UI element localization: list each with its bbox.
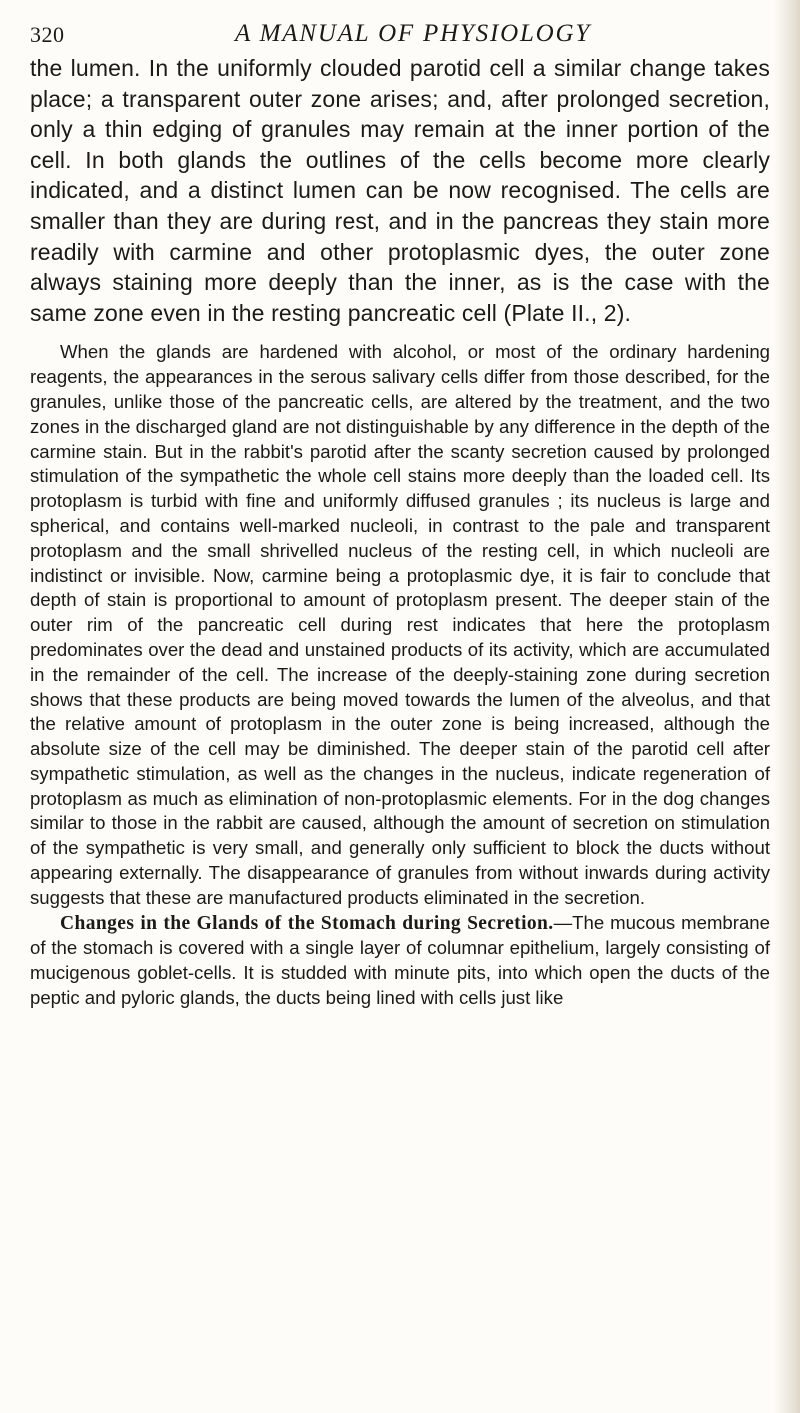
paragraph-gap	[30, 328, 770, 340]
page-number: 320	[30, 22, 65, 47]
running-head	[30, 16, 770, 50]
page-edge-shadow	[774, 0, 800, 1413]
section-heading: Changes in the Glands of the Stomach during Secretion.	[60, 912, 554, 934]
paragraph-hardening-reagents: When the glands are hardened with alcohol, or most of the ordinary hardening reagents, the appearances in the serous salivary cells differ from those described, for the granules, unlike those of the pancreatic cells, are altered by the treatment, and the two zones in the discharged gland are not distinguishable by any difference in the depth of the carmine stain. But in the rabbit's parotid after the scanty secretion caused by prolonged stimulation of the sympathetic the whole cell stains more deeply than the loaded cell. Its protoplasm is turbid with fine and uniformly diffused granules ; its nucleus is large and spherical, and contains well-marked nucleoli, in contrast to the pale and transparent protoplasm and the small shrivelled nucleus of the resting cell, in which nucleoli are indistinct or invisible. Now, carmine being a protoplasmic dye, it is fair to conclude that depth of stain is proportional to amount of protoplasm present. The deeper stain of the outer rim of the pancreatic cell during rest indicates that here the protoplasm predominates over the dead and unstained products of its activity, which are accumulated in the remainder of the cell. The increase of the deeply-staining zone during secretion shows that these products are being moved towards the lumen of the alveolus, and that the relative amount of protoplasm in the outer zone is being increased, although the absolute size of the cell may be diminished. The deeper stain of the parotid cell after sympathetic stimulation, as well as the changes in the nucleus, indicate regeneration of protoplasm as much as elimination of non-protoplasmic elements. For in the dog changes similar to those in the rabbit are caused, although the amount of secretion on stimulation of the sympathetic is very small, and generally only sufficient to block the ducts without appearing externally. The disappearance of granules from without inwards during activity suggests that these are manufactured products eliminated in the secretion.	[30, 341, 770, 908]
body-text	[30, 53, 770, 1011]
paragraph-secretion-changes: the lumen. In the uniformly clouded parotid cell a similar change takes place; a transparent outer zone arises; and, after prolonged secretion, only a thin edging of granules may remain at the inner portion of the cell. In both glands the outlines of the cells become more clearly indicated, and a distinct lumen can be now recognised. The cells are smaller than they are during rest, and in the pancreas they stain more readily with carmine and other protoplasmic dyes, the outer zone always staining more deeply than the inner, as is the case with the same zone even in the resting pancreatic cell (Plate II., 2).	[30, 55, 770, 326]
running-title: A MANUAL OF PHYSIOLOGY	[235, 20, 592, 47]
paragraph-stomach-glands	[30, 911, 770, 1011]
section-text: —The mucous membrane of the stomach is covered with a single layer of columnar epithelium, largely consisting of mucigenous goblet-cells. It is studded with minute pits, into which open the ducts of the peptic and pyloric glands, the ducts being lined with cells just like	[30, 911, 770, 1009]
